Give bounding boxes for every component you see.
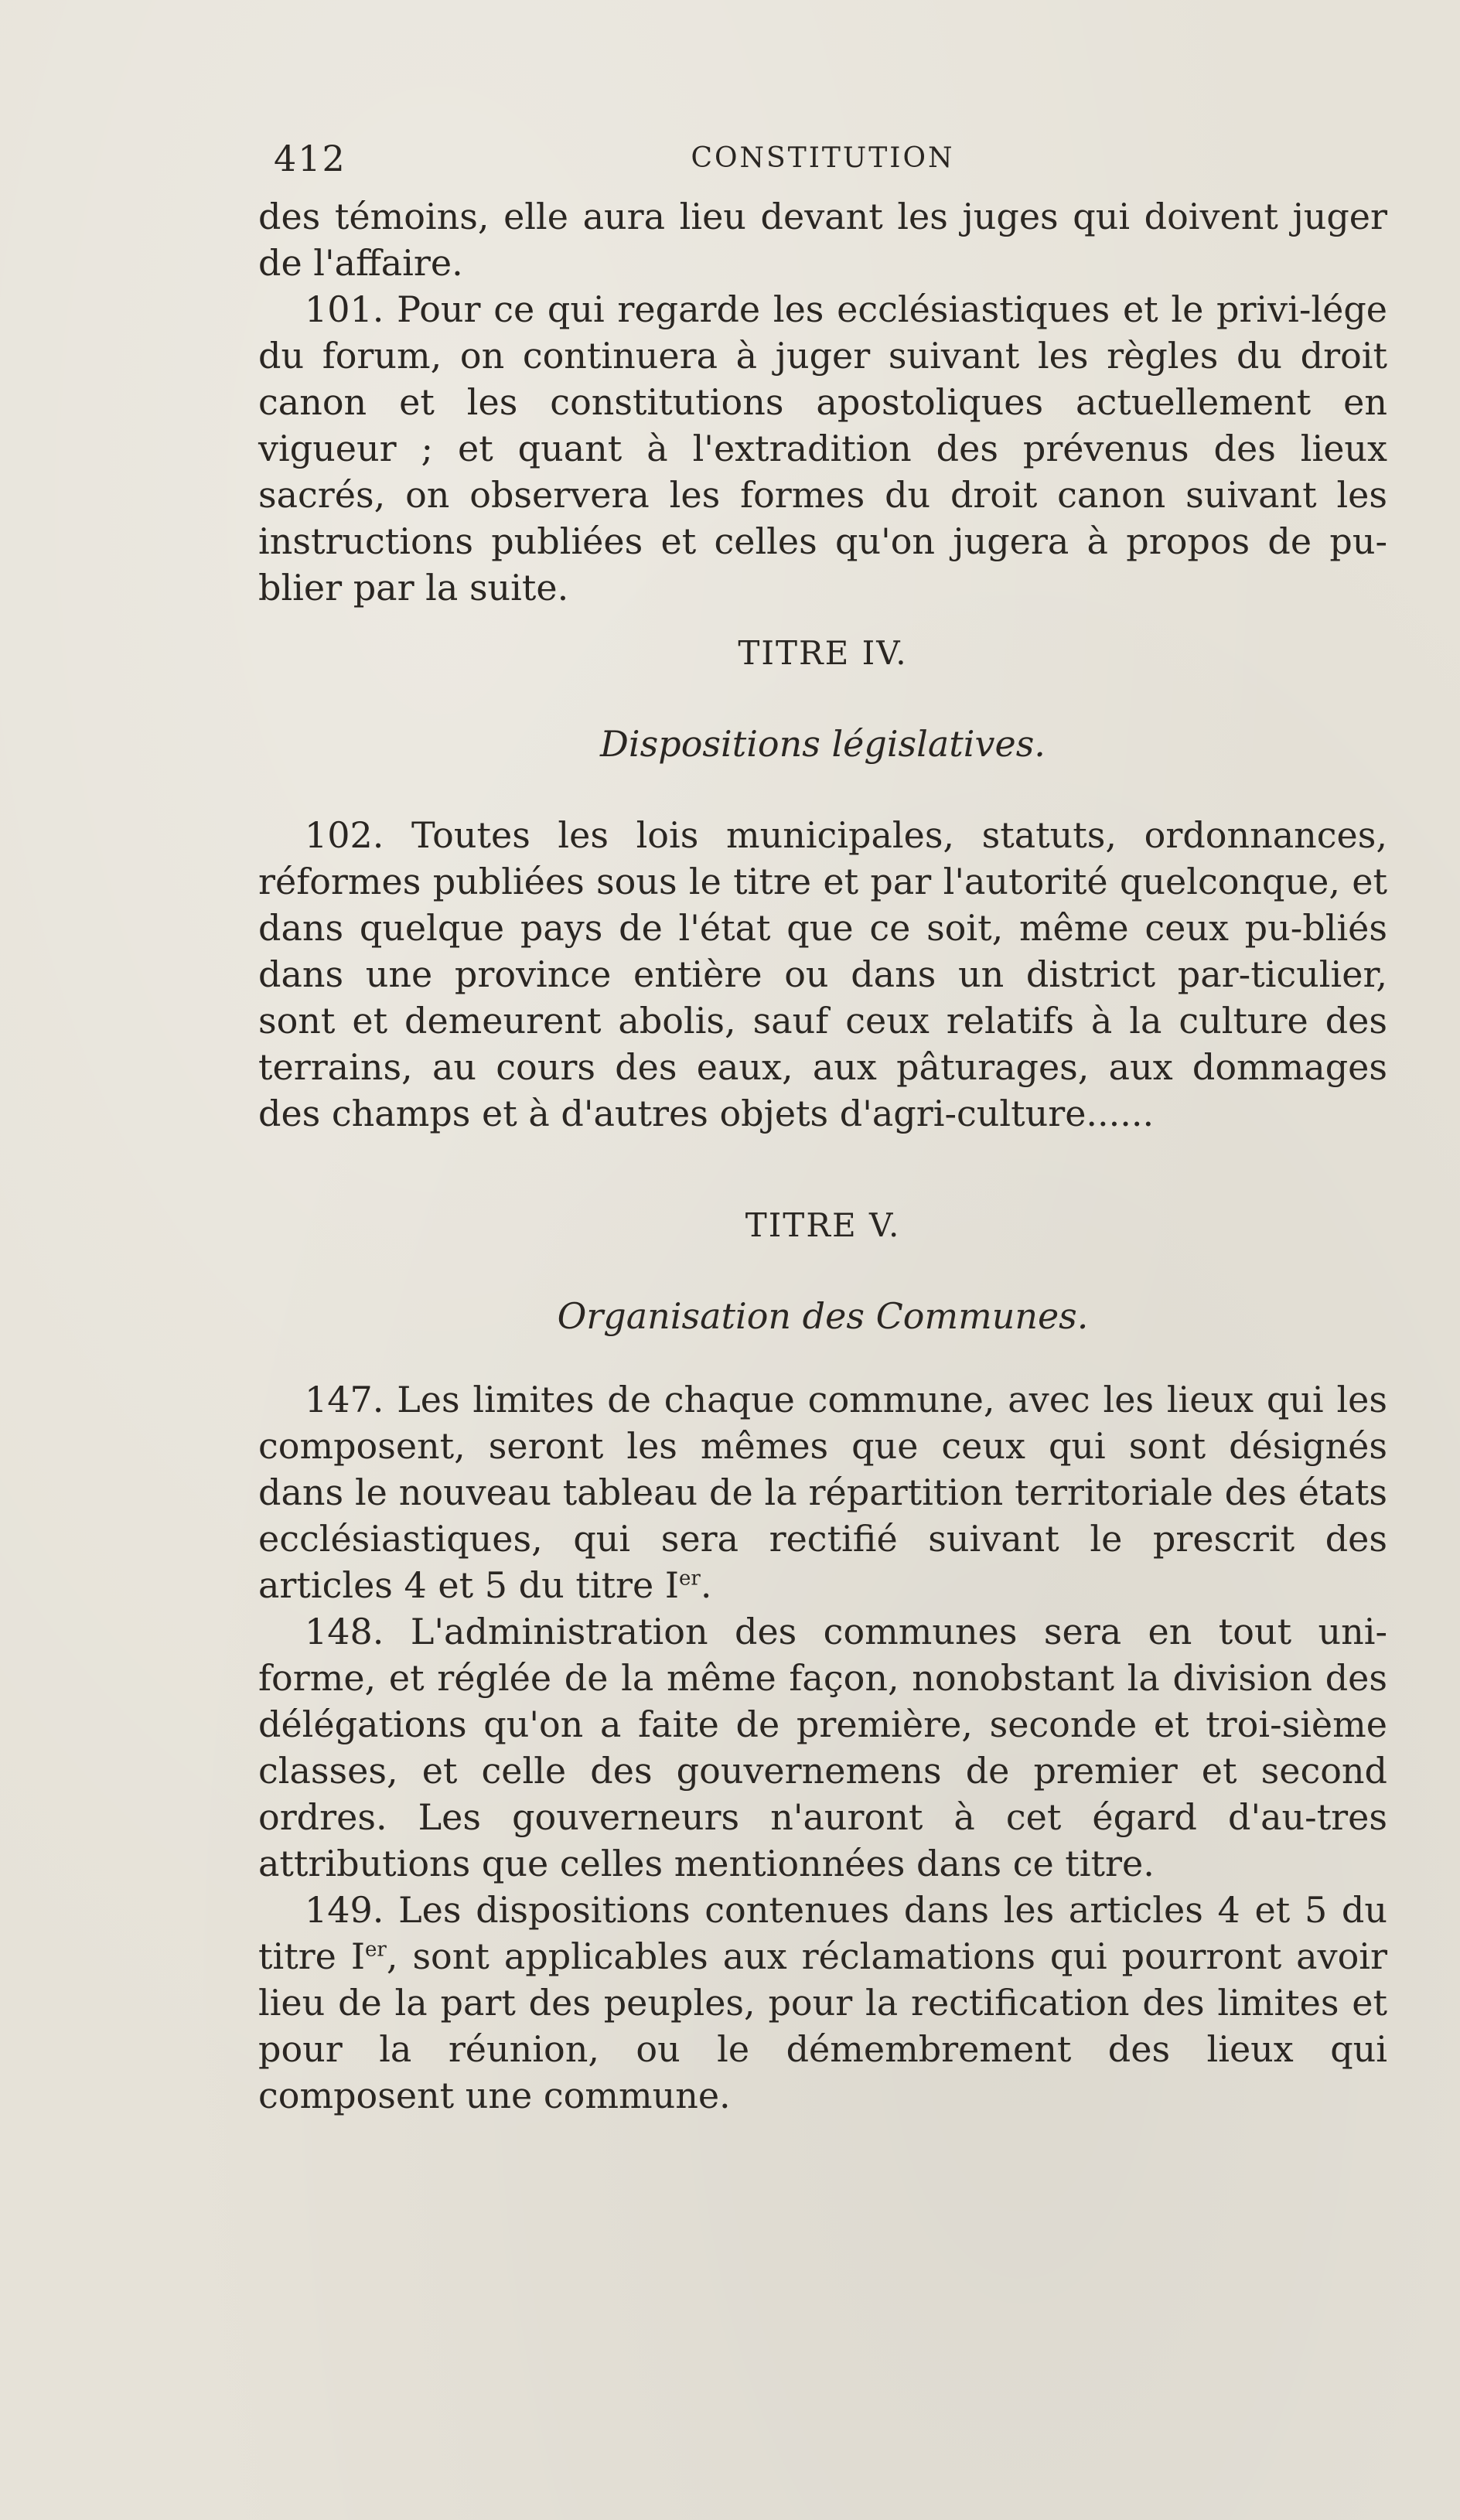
page-header [258, 138, 1387, 184]
article-147-end: . [700, 1564, 712, 1606]
article-147-superscript: er [679, 1567, 701, 1591]
article-148: 148. L'administration des communes sera en tout uni-forme, et réglée de la même façon, nonobstant la division des délégations qu'on a faite de première, seconde et troi-sième classes, et celle des gouvernemens de premier et second ordres. Les gouverneurs n'auront à cet égard d'au-tres attributions que celles mentionnées dans ce titre. [258, 1611, 1387, 1884]
text-block-titre-iv [258, 812, 1387, 1137]
article-149-superscript: er [365, 1938, 387, 1962]
intro-paragraph: des témoins, elle aura lieu devant les juges qui doivent juger de l'affaire. [258, 196, 1387, 284]
titre-v-heading: TITRE V. [745, 1206, 901, 1244]
article-149-text-start: 149. Les dispositions contenues dans les articles 4 et 5 du titre I [258, 1889, 1387, 1977]
article-102: 102. Toutes les lois municipales, statuts, ordonnances, réformes publiées sous le titre et par l'autorité quelconque, et dans quelque pays de l'état que ce soit, même ceux pu-bliés dans une province entière ou dans un district par-ticulier, sont et demeurent abolis, sauf ceux relatifs à la culture des terrains, au cours des eaux, aux pâturages, aux dommages des champs et à d'autres objets d'agri-culture...... [258, 814, 1387, 1134]
article-147-text: 147. Les limites de chaque commune, avec les lieux qui les composent, seront les mêmes que ceux qui sont désignés dans le nouveau tableau de la répartition territoriale des états ecclésiastiques, qui sera rectifié suivant le prescrit des articles 4 et 5 du titre I [258, 1379, 1387, 1606]
article-149 [258, 1887, 1387, 2119]
titre-iv-subtitle: Dispositions législatives. [600, 723, 1046, 765]
article-101: 101. Pour ce qui regarde les ecclésiastiques et le privi-lége du forum, on continuera à juger suivant les règles du droit canon et les constitutions apostoliques actuellement en vigueur ; et quant à l'extradition des prévenus des lieux sacrés, on observera les formes du droit canon suivant les instructions publiées et celles qu'on jugera à propos de pu-blier par la suite. [258, 288, 1387, 609]
titre-iv-heading: TITRE IV. [738, 634, 908, 672]
article-147 [258, 1376, 1387, 1608]
text-block-titre-v [258, 1376, 1387, 2119]
running-head: CONSTITUTION [691, 142, 955, 174]
page-number: 412 [274, 138, 346, 179]
article-149-text-end: , sont applicables aux réclamations qui pourront avoir lieu de la part des peuples, pour la rectification des limites et pour la réunion, ou le démembrement des lieux qui composent une commune. [258, 1935, 1387, 2116]
text-block-intro [258, 193, 1387, 611]
titre-v-subtitle: Organisation des Communes. [557, 1295, 1089, 1337]
